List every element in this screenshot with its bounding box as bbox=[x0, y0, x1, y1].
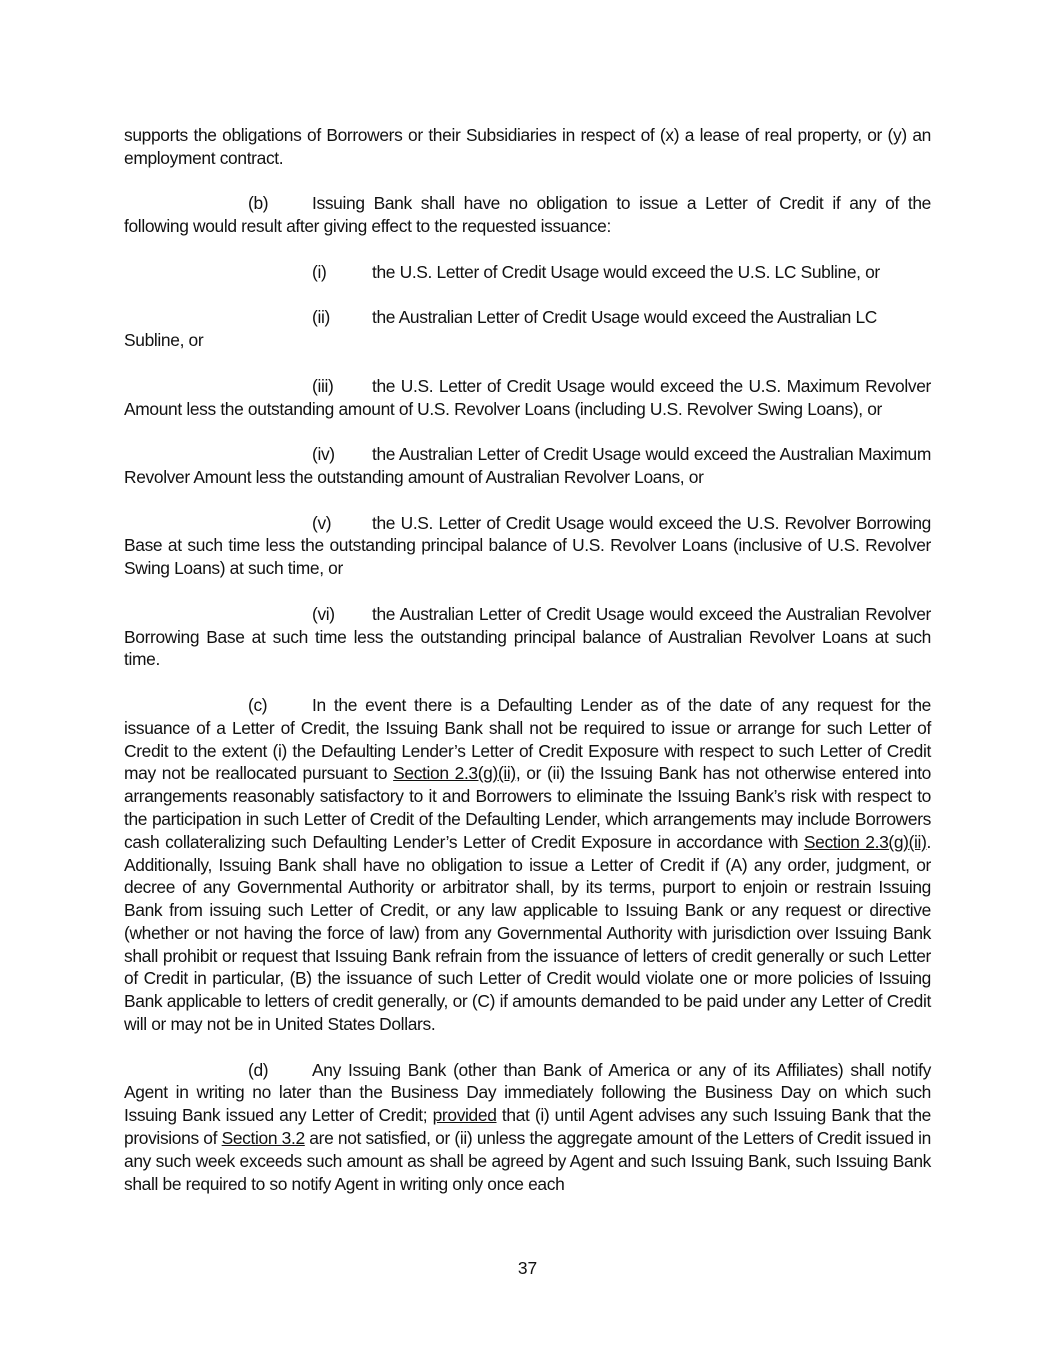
sub-item-vi bbox=[124, 603, 931, 671]
paragraph-text: , or (ii) the Issuing Bank has not otherwise entered into arrangements reasonably satisfactory to it and Borrowers to eliminate the Issuing Bank’s risk with respect to the participation in such Letter of Credit of the Defaulting Lender, which arrangements may include Borrowers cash collateralizing such Defaulting Lender’s Letter of Credit Exposure in accordance with bbox=[124, 763, 932, 852]
paragraph-text: . Additionally, Issuing Bank shall have no obligation to issue a Letter of Credit if (A) any order, judgment, or decree of any Governmental Authority or arbitrator shall, by its terms, purport to enjoin or restrain Issuing Bank from issuing such Letter of Credit, or any law applicable to Issuing Bank or any request or directive (whether or not having the force of law) from any Governmental Authority with jurisdiction over Issuing Bank shall prohibit or request that Issuing Bank refrain from the issuance of letters of credit generally or such Letter of Credit in particular, (B) the issuance of such Letter of Credit would violate one or more policies of Issuing Bank applicable to letters of credit generally, or (C) if amounts demanded to be paid under any Letter of Credit will or may not be in United States Dollars. bbox=[124, 831, 931, 1035]
page-number: 37 bbox=[517, 1258, 538, 1278]
sub-item-marker: (ii) bbox=[312, 307, 330, 328]
paragraph-marker: (c) bbox=[248, 694, 268, 715]
paragraph-text: Issuing Bank shall have no obligation to issue a Letter of Credit if any of the following would result after giving effect to the requested issuance: bbox=[124, 193, 931, 237]
section-reference: Section 2.3(g)(ii) bbox=[803, 831, 927, 852]
sub-item-i bbox=[124, 261, 931, 284]
sub-item-text: the Australian Letter of Credit Usage would exceed the Australian LC bbox=[372, 307, 877, 328]
sub-item-iv bbox=[124, 443, 931, 489]
sub-item-iii bbox=[124, 375, 931, 421]
paragraph-b bbox=[124, 192, 931, 238]
sub-item-marker: (vi) bbox=[312, 603, 335, 624]
document-page bbox=[124, 124, 931, 1195]
sub-item-text: the Australian Letter of Credit Usage would exceed the Australian Maximum Revolver Amount less the outstanding amount of Australian Revolver Loans, or bbox=[124, 444, 931, 487]
sub-item-ii-continuation: Subline, or bbox=[124, 330, 204, 351]
section-reference: Section 2.3(g)(ii) bbox=[393, 763, 516, 784]
sub-item-text: the U.S. Letter of Credit Usage would exceed the U.S. Revolver Borrowing Base at such time less the outstanding principal balance of U.S. Revolver Loans (inclusive of U.S. Revolver Swing Loans) at such time, or bbox=[124, 512, 931, 579]
sub-item-text: the Australian Letter of Credit Usage would exceed the Australian Revolver Borrowing Base at such time less the outstanding principal balance of Australian Revolver Loans at such time. bbox=[124, 603, 931, 670]
paragraph-c bbox=[124, 694, 931, 1036]
paragraph-text: In the event there is a Defaulting Lender as of the date of any request for the issuance of a Letter of Credit, the Issuing Bank shall not be required to issue or arrange for such Letter of Credit to the extent (i) the Defaulting Lender’s Letter of Credit Exposure with respect to such Letter of Credit may not be reallocated pursuant to bbox=[124, 694, 931, 784]
sub-item-v bbox=[124, 512, 931, 580]
paragraph-text: are not satisfied, or (ii) unless the aggregate amount of the Letters of Credit issued in any such week exceeds such amount as shall be agreed by Agent and such Issuing Bank, such Issuing Bank shall be required to so notify Agent in writing only once each bbox=[124, 1128, 931, 1194]
provided-term: provided bbox=[432, 1105, 497, 1126]
continuation-paragraph: supports the obligations of Borrowers or their Subsidiaries in respect of (x) a lease of real property, or (y) an employment contract. bbox=[124, 125, 931, 168]
section-reference: Section 3.2 bbox=[221, 1128, 305, 1149]
paragraph-text: Any Issuing Bank (other than Bank of America or any of its Affiliates) shall notify Agent in writing no later than the Business Day immediately following the Business Day on which such Issuing Bank issued any Letter of Credit; bbox=[124, 1059, 931, 1126]
sub-item-ii bbox=[124, 306, 931, 329]
sub-item-marker: (i) bbox=[312, 261, 327, 282]
paragraph-text: that (i) until Agent advises any such Issuing Bank that the provisions of bbox=[124, 1105, 931, 1149]
paragraph-marker: (b) bbox=[248, 193, 269, 214]
sub-item-marker: (v) bbox=[312, 512, 332, 533]
sub-item-text: the U.S. Letter of Credit Usage would exceed the U.S. LC Subline, or bbox=[372, 261, 880, 282]
sub-item-marker: (iv) bbox=[312, 444, 335, 465]
sub-item-text: the U.S. Letter of Credit Usage would exceed the U.S. Maximum Revolver Amount less the outstanding amount of U.S. Revolver Loans (including U.S. Revolver Swing Loans), or bbox=[124, 375, 931, 419]
sub-item-marker: (iii) bbox=[312, 375, 334, 396]
paragraph-marker: (d) bbox=[248, 1059, 269, 1080]
paragraph-d bbox=[124, 1059, 931, 1196]
